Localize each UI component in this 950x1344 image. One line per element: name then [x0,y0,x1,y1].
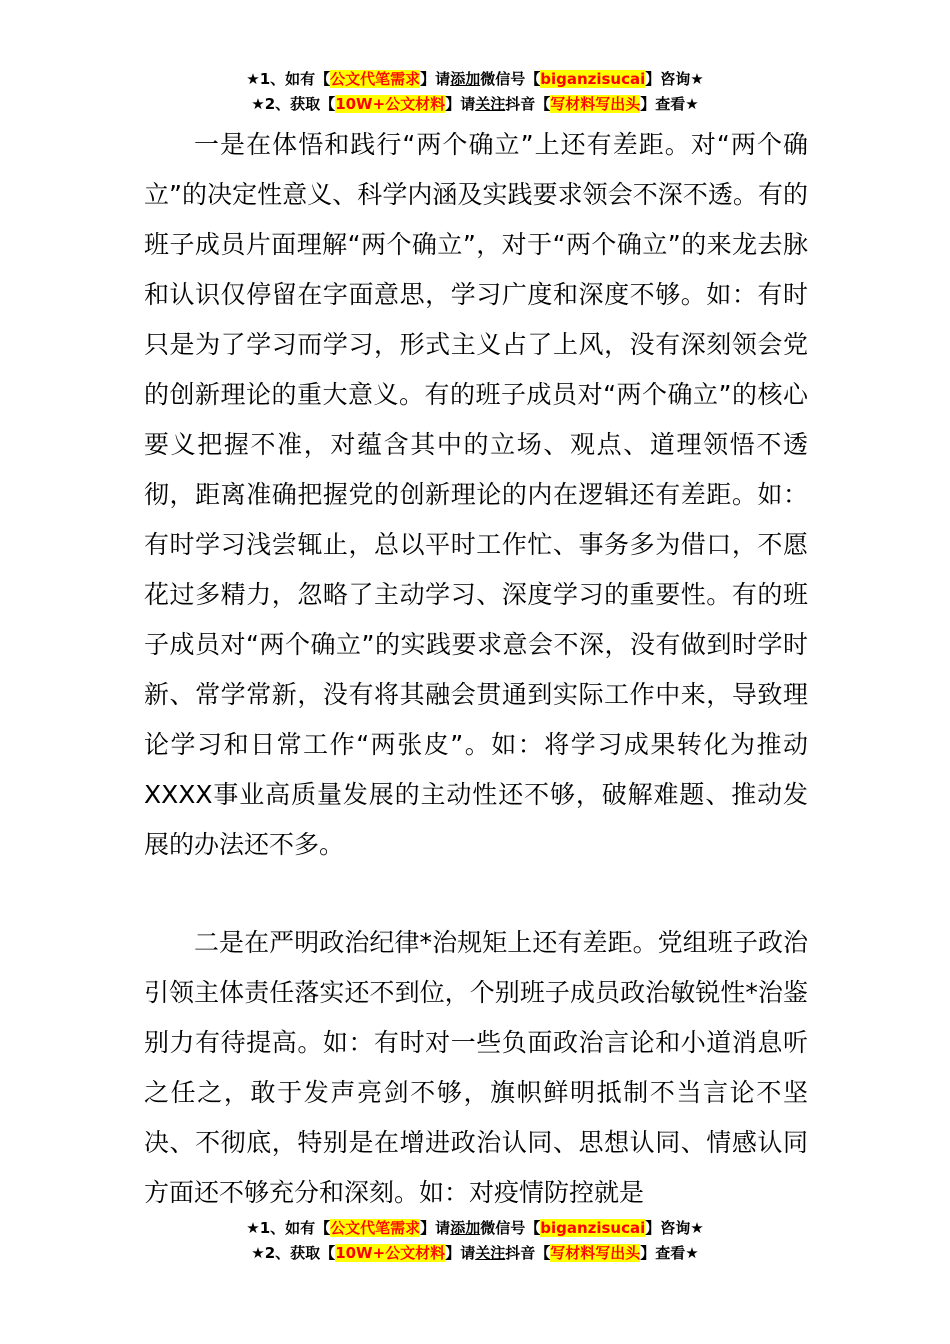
footer-promo-line-2 [0,1241,950,1266]
header-line2-mid: 】请 [445,95,476,113]
header-line1-emphasis: 添加 [450,70,481,88]
footer-line2-mid2: 抖音【 [505,1244,551,1262]
header-promo [0,67,950,117]
header-line1-highlight-service: 公文代笔需求 [330,70,421,88]
footer-line2-highlight-douyin-account: 写材料写出头 [550,1244,641,1262]
footer-line1-prefix: ★1、如有【 [246,1219,331,1237]
footer-line1-highlight-wechat-id: biganzisucai [540,1219,646,1237]
footer-line2-highlight-materials: 10W+公文材料 [335,1244,446,1262]
footer-line1-suffix: 】咨询★ [645,1219,704,1237]
header-line2-highlight-douyin-account: 写材料写出头 [550,95,641,113]
header-line2-mid2: 抖音【 [505,95,551,113]
footer-line2-suffix: 】查看★ [640,1244,699,1262]
header-promo-line-2 [0,92,950,117]
footer-line1-mid2: 微信号【 [480,1219,541,1237]
header-line1-mid: 】请 [420,70,451,88]
footer-line2-prefix: ★2、获取【 [251,1244,336,1262]
footer-line2-mid: 】请 [445,1244,476,1262]
body-paragraph-2: 二是在严明政治纪律*治规矩上还有差距。党组班子政治引领主体责任落实还不到位，个别班子成员政治敏锐性*治鉴别力有待提高。如：有时对一些负面政治言论和小道消息听之任之，敢于发声亮剑不够，旗帜鲜明抵制不当言论不坚决、不彻底，特别是在增进政治认同、思想认同、情感认同方面还不够充分和深刻。如：对疫情防控就是 [144,928,808,1207]
header-line1-mid2: 微信号【 [480,70,541,88]
header-line2-prefix: ★2、获取【 [251,95,336,113]
header-line2-emphasis: 关注 [475,95,506,113]
footer-line1-mid: 】请 [420,1219,451,1237]
header-line1-suffix: 】咨询★ [645,70,704,88]
footer-promo [0,1216,950,1266]
header-line2-highlight-materials: 10W+公文材料 [335,95,446,113]
header-promo-line-1 [0,67,950,92]
body-paragraph-1: 一是在体悟和践行“两个确立”上还有差距。对“两个确立”的决定性意义、科学内涵及实践要求领会不深不透。有的班子成员片面理解“两个确立”，对于“两个确立”的来龙去脉和认识仅停留在字面意思，学习广度和深度不够。如：有时只是为了学习而学习，形式主义占了上风，没有深刻领会党的创新理论的重大意义。有的班子成员对“两个确立”的核心要义把握不准，对蕴含其中的立场、观点、道理领悟不透彻，距离准确把握党的创新理论的内在逻辑还有差距。如：有时学习浅尝辄止，总以平时工作忙、事务多为借口，不愿花过多精力，忽略了主动学习、深度学习的重要性。有的班子成员对“两个确立”的实践要求意会不深，没有做到时学时新、常学常新，没有将其融会贯通到实际工作中来，导致理论学习和日常工作“两张皮”。如：将学习成果转化为推动XXXX事业高质量发展的主动性还不够，破解难题、推动发展的办法还不多。 [144,130,808,859]
footer-promo-line-1 [0,1216,950,1241]
header-line2-suffix: 】查看★ [640,95,699,113]
header-line1-highlight-wechat-id: biganzisucai [540,70,646,88]
footer-line1-emphasis: 添加 [450,1219,481,1237]
header-line1-prefix: ★1、如有【 [246,70,331,88]
footer-line2-emphasis: 关注 [475,1244,506,1262]
footer-line1-highlight-service: 公文代笔需求 [330,1219,421,1237]
